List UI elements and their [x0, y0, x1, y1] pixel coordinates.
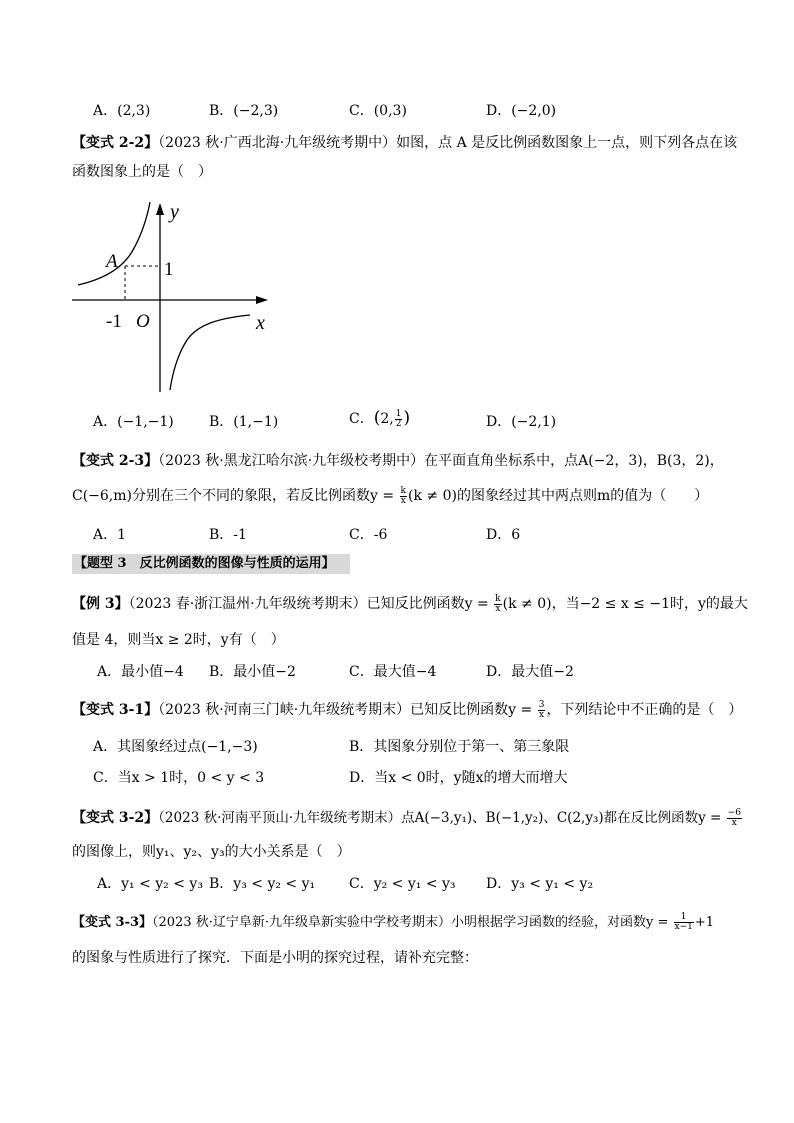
q32-line2: 的图像上，则y₁、y₂、y₃的大小关系是（ ） [72, 844, 351, 860]
q31-option-b: B．其图象分别位于第一、第三象限 [349, 739, 570, 755]
hyperbola-branch-left [78, 202, 150, 285]
ex3-option-a: A．最小值−4 [97, 664, 184, 680]
q23-option-b: B．-1 [209, 527, 247, 543]
q23-line1 [72, 451, 724, 471]
ex3-frac-n: k [495, 593, 501, 604]
q22-line1 [72, 133, 737, 153]
q33-text1a: （2023 秋·辽宁阜新·九年级阜新实验中学校考期末）小明根据学习函数的经验，对函数y = [152, 915, 673, 930]
y-tick-label: 1 [164, 259, 174, 280]
q22-option-c-value: 2, [380, 411, 394, 427]
q22-line2: 函数图象上的是（ ） [72, 164, 212, 180]
x-axis-arrow [256, 296, 268, 304]
q31-line1 [72, 700, 742, 720]
q31-text1b: ，下列结论中不正确的是（ ） [546, 702, 743, 718]
option-a: A．(2,3) [93, 103, 151, 119]
ex3-line1 [72, 594, 748, 614]
q32-frac-n: −6 [727, 807, 741, 818]
origin-label: O [136, 311, 150, 332]
q31-frac-d: x [539, 709, 545, 720]
ex3-text1a: （2023 春·浙江温州·九年级统考期末）已知反比例函数y = [128, 596, 494, 612]
q33-frac-d: x−1 [674, 922, 693, 932]
ex3-text1b: (k ≠ 0)，当−2 ≤ x ≤ −1时，y的最大 [502, 596, 748, 612]
q32-line1 [72, 808, 743, 828]
q22-option-c-frac-d: 2 [395, 418, 402, 429]
ex3-option-c: C．最大值−4 [349, 664, 437, 680]
q31-option-a: A．其图象经过点(−1,−3) [93, 739, 258, 755]
section-heading: 【题型 3 反比例函数的图像与性质的运用】 [72, 554, 350, 574]
q22-option-a: A．(−1,−1) [93, 414, 174, 430]
q22-option-c: C．(2, $\frac{1}{2}$ ) [349, 408, 411, 429]
x-tick-label: -1 [106, 311, 122, 332]
q31-frac-n: 3 [538, 699, 545, 710]
q31-tag: 【变式 3-1】 [72, 702, 159, 718]
q23-text1: （2023 秋·黑龙江哈尔滨·九年级校考期中）在平面直角坐标系中，点A(−2，3)，B(3，2)， [158, 453, 724, 469]
q22-option-c-prefix: C． [349, 411, 374, 427]
q31-option-d: D．当x < 0时，y随x的增大而增大 [349, 770, 568, 786]
q33-text1b: +1 [694, 915, 715, 930]
q22-tag: 【变式 2-2】 [72, 135, 159, 151]
q32-option-a: A．y₁ < y₂ < y₃ [97, 876, 203, 892]
q23-option-c: C．-6 [349, 527, 388, 543]
q23-frac-d: x [400, 495, 406, 506]
y-axis-arrow [156, 203, 164, 215]
hyperbola-graph [70, 200, 270, 395]
q23-line2 [72, 486, 708, 506]
q22-option-b: B．(1,−1) [209, 414, 279, 430]
q22-option-c-frac-n: 1 [395, 408, 402, 419]
q23-text2b: (k ≠ 0)的图象经过其中两点则m的值为（ ） [408, 488, 709, 504]
q22-option-d: D．(−2,1) [486, 414, 557, 430]
option-c: C．(0,3) [349, 103, 407, 119]
q32-option-c: C．y₂ < y₁ < y₃ [349, 876, 456, 892]
q23-option-d: D．6 [486, 527, 521, 543]
option-d: D．(−2,0) [486, 103, 557, 119]
q31-text1a: （2023 秋·河南三门峡·九年级统考期末）已知反比例函数y = [158, 702, 537, 718]
q23-frac-n: k [400, 485, 407, 496]
q23-tag: 【变式 2-3】 [72, 453, 159, 469]
x-axis-label: x [256, 312, 265, 334]
q23-option-a: A．1 [93, 527, 127, 543]
ex3-tag: 【例 3】 [72, 596, 129, 612]
q32-text1a: （2023 秋·河南平顶山·九年级统考期末）点A(−3,y₁)、B(−1,y₂)、C(2,y₃)都在反比例函数y = [158, 810, 726, 826]
ex3-option-b: B．最小值−2 [209, 664, 296, 680]
y-axis-label: y [170, 201, 179, 223]
q32-option-d: D．y₃ < y₁ < y₂ [486, 876, 594, 892]
q33-tag: 【变式 3-3】 [72, 915, 153, 930]
ex3-option-d: D．最大值−2 [486, 664, 574, 680]
option-b: B．(−2,3) [209, 103, 279, 119]
q33-line1 [72, 913, 714, 933]
q31-option-c: C．当x > 1时，0 < y < 3 [93, 770, 265, 786]
ex3-frac-d: x [495, 603, 501, 614]
q32-tag: 【变式 3-2】 [72, 810, 159, 826]
hyperbola-branch-right [170, 315, 250, 390]
point-a-label: A [106, 251, 118, 272]
q23-text2a: C(−6,m)分别在三个不同的象限，若反比例函数y = [72, 488, 399, 504]
q32-option-b: B．y₃ < y₂ < y₁ [209, 876, 316, 892]
q22-text1: （2023 秋·广西北海·九年级统考期中）如图，点 A 是反比例函数图象上一点，则下列各点在该 [158, 135, 738, 151]
ex3-line2: 值是 4，则当x ≥ 2时，y有（ ） [72, 632, 285, 648]
q32-frac-d: x [731, 817, 737, 828]
q33-line2: 的图象与性质进行了探究．下面是小明的探究过程，请补充完整： [72, 950, 478, 966]
q33-frac-n: 1 [674, 913, 694, 923]
